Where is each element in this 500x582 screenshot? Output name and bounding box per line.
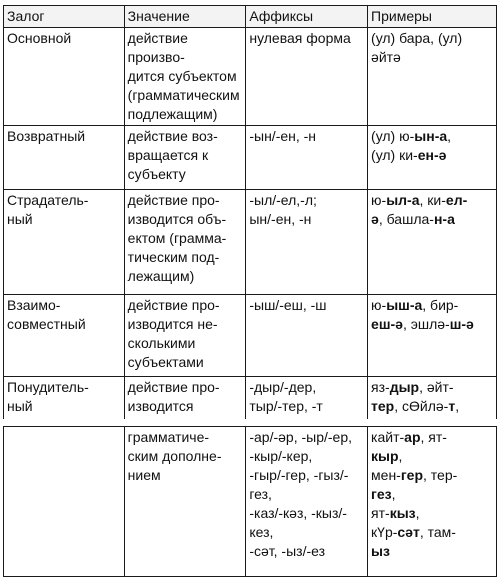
header-affixes: Аффиксы	[246, 6, 368, 28]
affixes-cell: -ар/-әр, -ыр/-ер, -кыр/-кер, -гыр/-гер, -гыз/- гез, -каз/-кәз, -кыз/- кез, -сәт, -ыз/-ез	[246, 427, 368, 577]
example-affix: ар	[404, 429, 421, 445]
table-row	[4, 377, 497, 421]
header-voice: Залог	[4, 6, 125, 28]
table-row	[4, 126, 497, 190]
table-row	[4, 190, 497, 295]
meaning-cell: действие воз- вращается к субъекту	[124, 126, 246, 190]
example-text: , там-	[419, 524, 456, 540]
example-text: , эшлә-	[402, 316, 450, 332]
header-meaning: Значение	[124, 6, 246, 28]
example-affix: ыз	[371, 543, 390, 559]
meaning-cell: действие про- изводится	[124, 377, 246, 421]
voice-table	[3, 5, 497, 421]
affixes-cell: -ыл/-ел,-л; ын/-ен, -н	[246, 190, 368, 295]
example-text: ят-	[371, 505, 390, 521]
example-text: ,	[455, 398, 460, 414]
example-text: кҮр-	[371, 524, 398, 540]
example-text: , тер-	[423, 467, 458, 483]
page-break-gap	[3, 419, 497, 424]
table-row	[4, 427, 497, 577]
example-text: мен-	[371, 467, 401, 483]
example-affix: ел-	[445, 192, 468, 208]
voice-cell	[4, 427, 125, 577]
examples-cell	[368, 295, 497, 377]
example-text: , сӨйлә-	[394, 398, 449, 414]
voice-cell: Возвратный	[4, 126, 125, 190]
example-text: ю-	[371, 192, 387, 208]
voice-cell: Понудитель- ный	[4, 377, 125, 421]
example-affix: ш-ә	[449, 316, 474, 332]
affixes-cell: -дыр/-дер, тыр/-тер, -т	[246, 377, 368, 421]
affixes-cell: нулевая форма	[246, 28, 368, 126]
example-affix: еш-ә	[371, 316, 403, 332]
header-examples: Примеры	[368, 6, 497, 28]
example-affix: ә	[371, 211, 379, 227]
example-text: ю-	[371, 297, 387, 313]
example-affix: ыл-а	[386, 192, 420, 208]
example-affix: ен-ә	[417, 147, 447, 163]
example-text: (ул) ки-	[371, 147, 418, 163]
example-text: , башла-	[378, 211, 434, 227]
example-text: яз-	[371, 379, 390, 395]
table-header-row	[4, 6, 497, 28]
example-affix: ыш-а	[386, 297, 423, 313]
voice-cell: Страдатель- ный	[4, 190, 125, 295]
example-affix: дыр	[389, 379, 420, 395]
examples-cell: (ул) бара, (ул) әйтә	[368, 28, 497, 126]
example-text: ,	[398, 448, 403, 464]
example-text: , әйт-	[419, 379, 454, 395]
example-text: ,	[391, 486, 396, 502]
affixes-cell: -ыш/-еш, -ш	[246, 295, 368, 377]
table-row	[4, 295, 497, 377]
example-text: , ят-	[420, 429, 447, 445]
meaning-cell: грамматиче- ским дополне- нием	[124, 427, 246, 577]
examples-cell	[368, 190, 497, 295]
example-text: , бир-	[422, 297, 459, 313]
meaning-cell: действие про- изводится объ- ектом (грамма- тическим под- лежащим)	[124, 190, 246, 295]
affixes-cell: -ын/-ен, -н	[246, 126, 368, 190]
example-text: кайт-	[371, 429, 405, 445]
voice-cell: Основной	[4, 28, 125, 126]
examples-cell	[368, 427, 497, 577]
examples-cell	[368, 126, 497, 190]
voice-cell: Взаимо- совместный	[4, 295, 125, 377]
table-row	[4, 28, 497, 126]
example-affix: кыз	[389, 505, 416, 521]
example-text: (ул) ю-	[371, 128, 415, 144]
meaning-cell: действие про- изводится не- сколькими субъектами	[124, 295, 246, 377]
example-text: , ки-	[419, 192, 446, 208]
example-affix: н-а	[433, 211, 455, 227]
example-affix: гер	[400, 467, 424, 483]
example-affix: кыр	[371, 448, 399, 464]
meaning-cell: действие произво- дится субъектом (грамматическим подлежащим)	[124, 28, 246, 126]
example-text: ,	[447, 128, 452, 144]
example-affix: гез	[371, 486, 392, 502]
voice-table-continuation	[3, 426, 497, 577]
example-affix: тер	[371, 398, 395, 414]
example-affix: ын-а	[414, 128, 448, 144]
examples-cell	[368, 377, 497, 421]
example-affix: т	[448, 398, 456, 414]
example-affix: сәт	[397, 524, 420, 540]
example-text: ,	[415, 505, 420, 521]
